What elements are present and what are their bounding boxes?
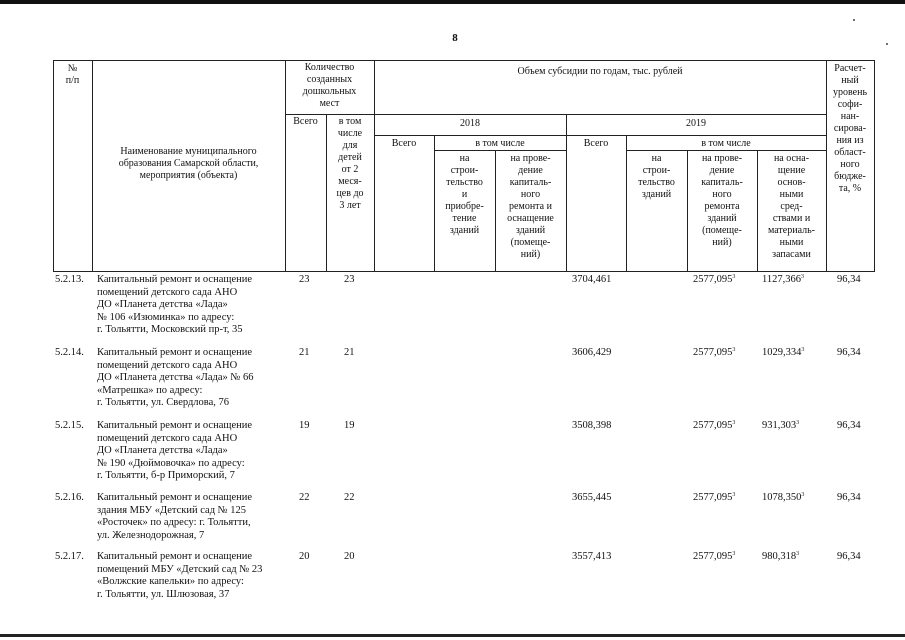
header-places-children: в том числе для детей от 2 меся- цев до 3 лет: [336, 116, 364, 211]
row-repair-2019: 2577,095: [693, 347, 733, 358]
row-places-children: 22: [344, 492, 355, 503]
footnote-mark: 3: [732, 274, 736, 280]
header-incl-2018: в том числе: [475, 138, 525, 149]
footnote-mark: 3: [796, 551, 800, 557]
page-number: 8: [452, 32, 458, 44]
row-places-total: 20: [299, 551, 310, 562]
header-equip-2019: на осна- щение основ- ными сред- ствами и материаль- ными запасами: [767, 153, 815, 260]
row-number: 5.2.14.: [55, 347, 84, 358]
row-total-2019: 3508,398: [572, 420, 612, 431]
footnote-mark: 3: [801, 274, 804, 280]
footnote-mark: 3: [732, 551, 736, 557]
scan-speck: [886, 43, 888, 45]
row-name: Капитальный ремонт и оснащение помещений детского сада АНО ДО «Планета детства «Лада» № 66 «Матрешка» по адресу: г. Тольятти, ул. Свердлова, 76: [97, 347, 254, 408]
footnote-mark: 3: [801, 492, 805, 498]
header-places-total: Всего: [293, 116, 318, 127]
row-number: 5.2.13.: [55, 274, 84, 285]
row-name: Капитальный ремонт и оснащение помещений детского сада АНО ДО «Планета детства «Лада» № 106 «Изюминка» по адресу: г. Тольятти, Московский пр-т, 35: [97, 274, 253, 335]
row-total-2019: 3655,445: [572, 492, 612, 503]
row-name: Капитальный ремонт и оснащение помещений детского сада АНО ДО «Планета детства «Лада» № 190 «Дюймовочка» по адресу: г. Тольятти, б-р Приморский, 7: [97, 420, 253, 481]
row-places-total: 22: [299, 492, 310, 503]
footnote-mark: 3: [801, 347, 805, 353]
header-subsidy: Объем субсидии по годам, тыс. рублей: [517, 66, 683, 77]
top-scan-edge: [0, 0, 905, 4]
row-total-2019: 3704,461: [572, 274, 612, 285]
row-name: Капитальный ремонт и оснащение здания МБУ «Детский сад № 125 «Росточек» по адресу: г. Тольятти, ул. Железнодорожная, 7: [97, 492, 253, 541]
header-name: Наименование муниципального образования Самарской области, мероприятия (объекта): [118, 146, 259, 181]
row-places-total: 21: [299, 347, 310, 358]
row-places-children: 19: [344, 420, 355, 431]
header-places: Количество созданных дошкольных мест: [302, 62, 357, 109]
row-repair-2019: 2577,095: [693, 492, 733, 503]
header-level: Расчет- ный уровень софи- нан- сирова- ния из област- ного бюдже- та, %: [832, 63, 867, 194]
row-number: 5.2.17.: [55, 551, 84, 562]
row-level: 96,34: [837, 347, 861, 358]
row-number: 5.2.15.: [55, 420, 84, 431]
footnote-mark: 3: [732, 492, 736, 498]
header-repair-2019: на прове- дение капиталь- ного ремонта зданий (помеще- ний): [701, 153, 743, 248]
row-name: Капитальный ремонт и оснащение помещений МБУ «Детский сад № 23 «Волжские капельки» по адресу: г. Тольятти, ул. Шлюзовая, 37: [97, 551, 263, 600]
header-number: № п/п: [65, 63, 80, 86]
header-year-2018: 2018: [460, 118, 480, 129]
header-build-2018: на строи- тельство и приобре- тение зданий: [445, 153, 484, 236]
row-places-total: 23: [299, 274, 310, 285]
row-total-2019: 3606,429: [572, 347, 612, 358]
footnote-mark: 3: [796, 420, 800, 426]
row-equip-2019: 1127,366: [762, 274, 801, 285]
row-number: 5.2.16.: [55, 492, 84, 503]
header-total-2018: Всего: [391, 138, 417, 149]
header-repair-2018: на прове- дение капиталь- ного ремонта и оснащение зданий (помеще- ний): [507, 153, 554, 260]
row-total-2019: 3557,413: [572, 551, 612, 562]
footnote-mark: 3: [732, 420, 736, 426]
footnote-mark: 3: [732, 347, 736, 353]
row-equip-2019: 1029,334: [762, 347, 802, 358]
row-level: 96,34: [837, 274, 861, 285]
header-build-2019: на строи- тельство зданий: [638, 153, 675, 200]
header-year-2019: 2019: [686, 118, 706, 129]
row-level: 96,34: [837, 492, 861, 503]
row-equip-2019: 931,303: [762, 420, 797, 431]
row-level: 96,34: [837, 551, 861, 562]
row-level: 96,34: [837, 420, 861, 431]
row-repair-2019: 2577,095: [693, 420, 733, 431]
scan-speck: [853, 19, 855, 21]
row-equip-2019: 1078,350: [762, 492, 802, 503]
row-places-children: 20: [344, 551, 355, 562]
row-repair-2019: 2577,095: [693, 274, 733, 285]
row-repair-2019: 2577,095: [693, 551, 733, 562]
bottom-scan-edge: [0, 634, 905, 637]
row-equip-2019: 980,318: [762, 551, 797, 562]
header-total-2019: Всего: [583, 138, 609, 149]
header-incl-2019: в том числе: [701, 138, 751, 149]
row-places-children: 21: [344, 347, 355, 358]
row-places-total: 19: [299, 420, 310, 431]
row-places-children: 23: [344, 274, 355, 285]
